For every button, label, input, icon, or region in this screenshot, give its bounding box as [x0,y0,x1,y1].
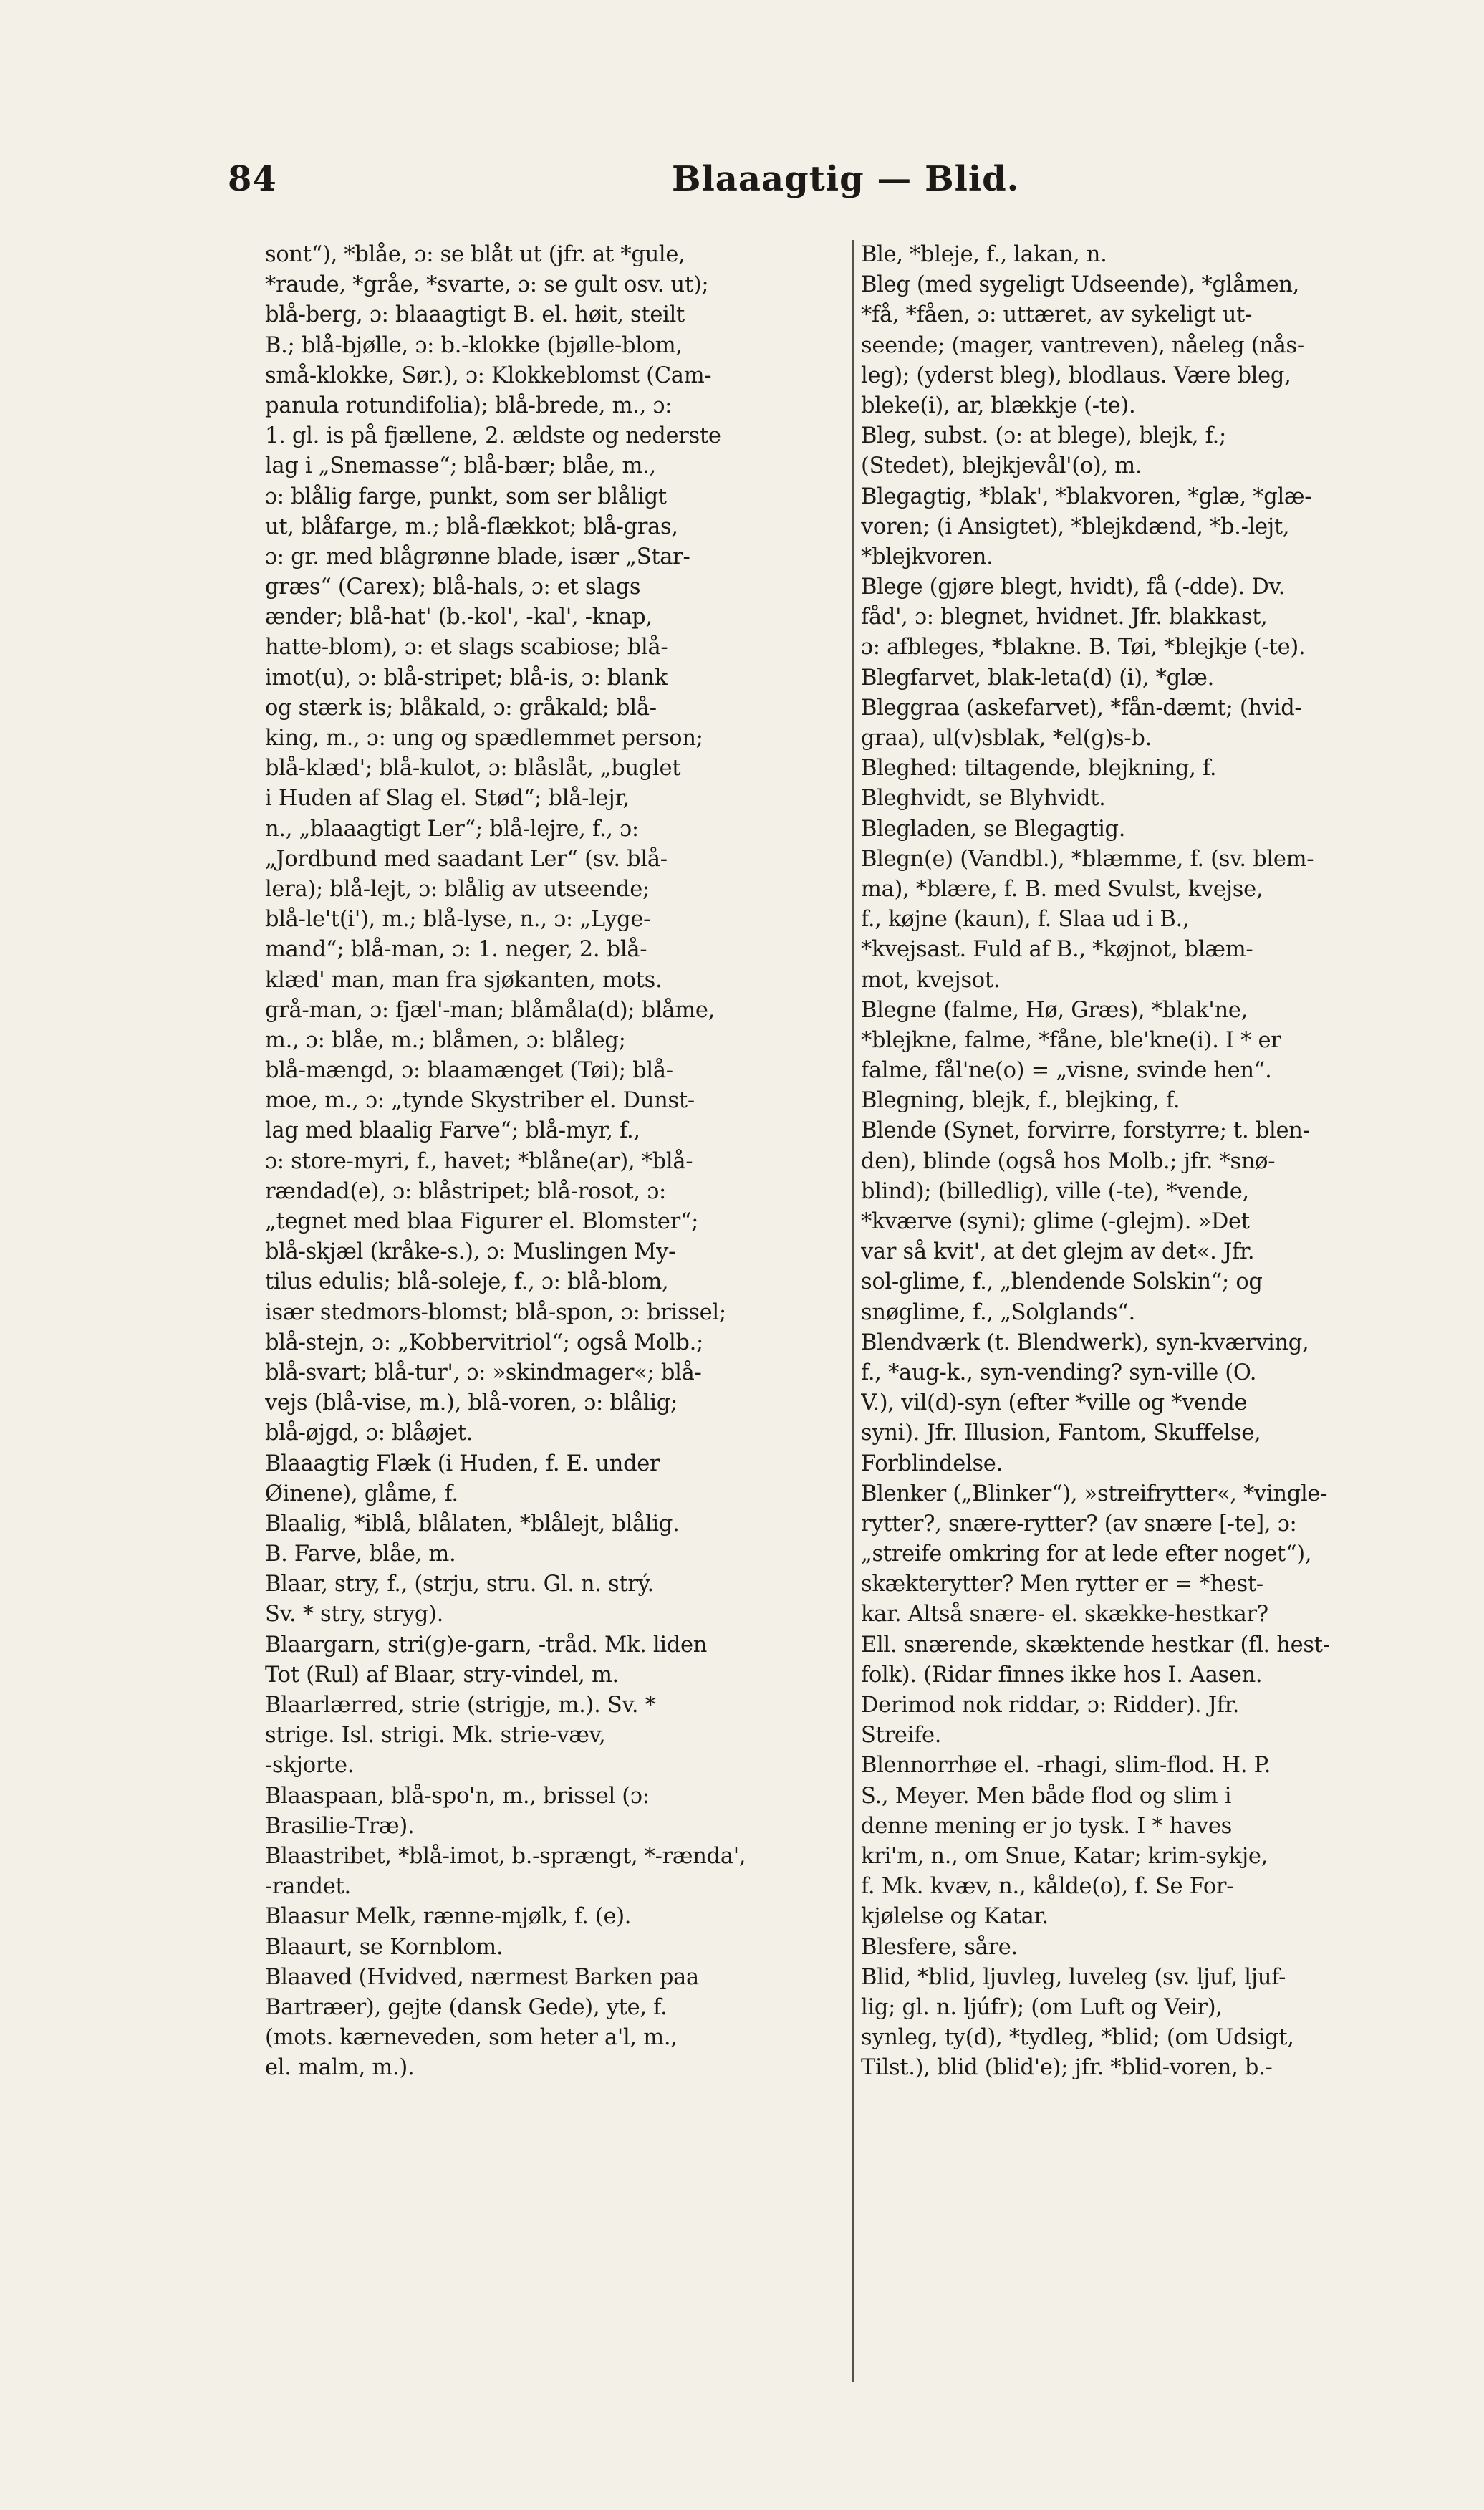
left-column-line: B.; blå-bjølle, ɔ: b.-klokke (bjølle-blom, [265,332,683,358]
right-column-line: kar. Altså snære- el. skække-hestkar? [861,1602,1268,1627]
left-column-line: -randet. [265,1874,351,1900]
left-column-line: Blaaved (Hvidved, nærmest Barken paa [265,1964,699,1990]
right-column-line: Blesfere, såre. [861,1934,1018,1960]
right-column-line: *blejkvoren. [861,544,993,569]
left-column-line: strige. Isl. strigi. Mk. strie-væv, [265,1723,606,1749]
left-column-line: og stærk is; blåkald, ɔ: gråkald; blå- [265,695,657,721]
left-column-line: -skjorte. [265,1753,355,1779]
right-column-line: falme, fål'ne(o) = „visne, svinde hen“. [861,1058,1272,1084]
right-column-line: V.), vil(d)-syn (efter *ville og *vende [861,1390,1248,1416]
left-column-line: moe, m., ɔ: „tynde Skystriber el. Dunst- [265,1088,695,1114]
right-column-line: Tilst.), blid (blid'e); jfr. *blid-voren, b.- [861,2055,1273,2081]
right-column-line: Blegn(e) (Vandbl.), *blæmme, f. (sv. blem- [861,846,1314,872]
right-column-line: fåd', ɔ: blegnet, hvidnet. Jfr. blakkast, [861,605,1268,630]
left-column-line: 1. gl. is på fjællene, 2. ældste og nederste [265,423,721,449]
left-column-line: blå-skjæl (kråke-s.), ɔ: Muslingen My- [265,1239,676,1265]
left-column-line: lera); blå-lejt, ɔ: blålig av utseende; [265,876,650,902]
page-number: 84 [228,159,277,199]
right-column-line: *få, *fåen, ɔ: uttæret, av sykeligt ut- [861,302,1253,328]
right-column-line: snøglime, f., „Solglands“. [861,1299,1135,1325]
right-column-line: kjølelse og Katar. [861,1904,1049,1930]
left-column-line: Blaaagtig Flæk (i Huden, f. E. under [265,1451,660,1476]
right-column-line: Blegning, blejk, f., blejking, f. [861,1088,1180,1114]
left-column-line: blå-le't(i'), m.; blå-lyse, n., ɔ: „Lyge- [265,907,651,933]
right-column-line: voren; (i Ansigtet), *blejkdænd, *b.-lejt, [861,514,1290,539]
right-column-line: rytter?, snære-rytter? (av snære [-te], ɔ: [861,1511,1297,1537]
right-column-line: var så kvit', at det glejm av det«. Jfr. [861,1239,1255,1265]
left-column-line: Tot (Rul) af Blaar, stry-vindel, m. [265,1662,619,1688]
left-column-line: rændad(e), ɔ: blåstripet; blå-rosot, ɔ: [265,1178,666,1204]
right-column-line: Blegladen, se Blegagtig. [861,816,1126,842]
right-column-line: den), blinde (også hos Molb.; jfr. *snø- [861,1148,1276,1174]
left-column-line: Blaar, stry, f., (strju, stru. Gl. n. strý. [265,1572,654,1597]
left-column-line: blå-svart; blå-tur', ɔ: »skindmager«; blå- [265,1360,702,1385]
left-column-line: n., „blaaagtigt Ler“; blå-lejre, f., ɔ: [265,816,639,842]
left-column-line: ɔ: blålig farge, punkt, som ser blåligt [265,484,667,509]
right-column-line: Blendværk (t. Blendwerk), syn-kværving, [861,1329,1309,1355]
left-column-line: vejs (blå-vise, m.), blå-voren, ɔ: blålig; [265,1390,678,1416]
right-column-line: ɔ: afbleges, *blakne. B. Tøi, *blejkje (-te). [861,635,1306,660]
right-column-line: synleg, ty(d), *tydleg, *blid; (om Udsigt, [861,2025,1294,2051]
right-column-line: lig; gl. n. ljúfr); (om Luft og Veir), [861,1994,1223,2020]
right-column-line: Blende (Synet, forvirre, forstyrre; t. blen- [861,1118,1310,1144]
left-column-line: Bartræer), gejte (dansk Gede), yte, f. [265,1994,668,2020]
right-column-line: blind); (billedlig), ville (-te), *vende, [861,1178,1249,1204]
right-column-line: Blegagtig, *blak', *blakvoren, *glæ, *glæ- [861,484,1312,509]
left-column-line: „tegnet med blaa Figurer el. Blomster“; [265,1209,699,1234]
left-column-line: Brasilie-Træ). [265,1813,415,1839]
right-column-line: syni). Jfr. Illusion, Fantom, Skuffelse, [861,1420,1261,1446]
column-divider [852,240,854,2382]
left-column-line: mand“; blå-man, ɔ: 1. neger, 2. blå- [265,937,647,963]
left-column-line: ut, blåfarge, m.; blå-flækkot; blå-gras, [265,514,678,539]
right-column-line: Blenker („Blinker“), »streifrytter«, *vingle- [861,1481,1328,1506]
left-column-line: blå-berg, ɔ: blaaagtigt B. el. høit, steilt [265,302,685,328]
right-column-line: Blegne (falme, Hø, Græs), *blak'ne, [861,997,1248,1023]
left-column-line: blå-mængd, ɔ: blaamænget (Tøi); blå- [265,1058,673,1084]
left-column-line: lag med blaalig Farve“; blå-myr, f., [265,1118,640,1144]
left-column-line: Blaaspaan, blå-spo'n, m., brissel (ɔ: [265,1783,650,1809]
left-column-line: klæd' man, man fra sjøkanten, mots. [265,967,662,993]
left-column-line: imot(u), ɔ: blå-stripet; blå-is, ɔ: blank [265,665,668,691]
right-column-line: Blegfarvet, blak-leta(d) (i), *glæ. [861,665,1215,691]
right-column-line: graa), ul(v)sblak, *el(g)s-b. [861,726,1152,751]
left-column-line: hatte-blom), ɔ: et slags scabiose; blå- [265,635,668,660]
right-column-line: Blege (gjøre blegt, hvidt), få (-dde). Dv. [861,574,1286,600]
left-column-line: i Huden af Slag el. Stød“; blå-lejr, [265,786,630,812]
right-column-line: Streife. [861,1723,942,1749]
left-column-line: (mots. kærneveden, som heter a'l, m., [265,2025,678,2051]
page-header [228,159,1302,209]
right-column-line: ma), *blære, f. B. med Svulst, kvejse, [861,876,1263,902]
left-column [265,240,845,2083]
left-column-line: panula rotundifolia); blå-brede, m., ɔ: [265,393,673,418]
right-column-line: Blid, *blid, ljuvleg, luveleg (sv. ljuf, ljuf- [861,1964,1286,1990]
right-column-line: Bleg, subst. (ɔ: at blege), blejk, f.; [861,423,1226,449]
left-column-line: små-klokke, Sør.), ɔ: Klokkeblomst (Cam- [265,362,712,388]
right-column-line: mot, kvejsot. [861,967,1001,993]
left-column-line: Blaarlærred, strie (strigje, m.). Sv. * [265,1693,656,1718]
right-column-line: Bleg (med sygeligt Udseende), *glåmen, [861,272,1300,298]
right-column-line: folk). (Ridar finnes ikke hos I. Aasen. [861,1662,1263,1688]
left-column-line: B. Farve, blåe, m. [265,1542,456,1567]
right-column-line: Forblindelse. [861,1451,1003,1476]
left-column-line: Blaastribet, *blå-imot, b.-sprængt, *-rænda', [265,1843,746,1869]
left-column-line: „Jordbund med saadant Ler“ (sv. blå- [265,846,668,872]
right-column-line: bleke(i), ar, blækkje (-te). [861,393,1136,418]
left-column-line: lag i „Snemasse“; blå-bær; blåe, m., [265,453,656,479]
left-column-line: Blaasur Melk, rænne-mjølk, f. (e). [265,1904,632,1930]
right-column-line: sol-glime, f., „blendende Solskin“; og [861,1269,1263,1295]
right-column-line: *kværve (syni); glime (-glejm). »Det [861,1209,1250,1234]
right-column-line: Bleghvidt, se Blyhvidt. [861,786,1106,812]
left-column-line: grå-man, ɔ: fjæl'-man; blåmåla(d); blåme, [265,997,715,1023]
left-column-line: Blaalig, *iblå, blålaten, *blålejt, blålig. [265,1511,680,1537]
left-column-line: Blaargarn, stri(g)e-garn, -tråd. Mk. liden [265,1632,708,1658]
left-column-line: Øinene), glåme, f. [265,1481,458,1506]
right-column-line: f. Mk. kvæv, n., kålde(o), f. Se For- [861,1874,1234,1900]
right-column-line: „streife omkring for at lede efter noget“), [861,1542,1312,1567]
left-column-line: m., ɔ: blåe, m.; blåmen, ɔ: blåleg; [265,1027,626,1053]
right-column [861,240,1481,2083]
left-column-line: græs“ (Carex); blå-hals, ɔ: et slags [265,574,641,600]
right-column-line: Blennorrhøe el. -rhagi, slim-flod. H. P. [861,1753,1271,1779]
left-column-line: el. malm, m.). [265,2055,415,2081]
left-column-line: ænder; blå-hat' (b.-kol', -kal', -knap, [265,605,652,630]
right-column-line: skækterytter? Men rytter er = *hest- [861,1572,1263,1597]
left-column-line: ɔ: store-myri, f., havet; *blåne(ar), *blå- [265,1148,693,1174]
left-column-line: blå-klæd'; blå-kulot, ɔ: blåslåt, „buglet [265,756,681,782]
left-column-line: blå-stejn, ɔ: „Kobbervitriol“; også Molb.; [265,1329,703,1355]
left-column-line: Blaaurt, se Kornblom. [265,1934,504,1960]
right-column-line: *kvejsast. Fuld af B., *køjnot, blæm- [861,937,1253,963]
left-column-line: sont“), *blåe, ɔ: se blåt ut (jfr. at *gule, [265,242,685,267]
right-column-line: S., Meyer. Men både flod og slim i [861,1783,1232,1809]
left-column-line: især stedmors-blomst; blå-spon, ɔ: brissel; [265,1299,726,1325]
right-column-line: Ell. snærende, skæktende hestkar (fl. hest- [861,1632,1330,1658]
running-head: Blaaagtig — Blid. [672,159,1020,199]
right-column-line: kri'm, n., om Snue, Katar; krim-sykje, [861,1843,1268,1869]
right-column-line: f., *aug-k., syn-vending? syn-ville (O. [861,1360,1257,1385]
right-column-line: *blejkne, falme, *fåne, ble'kne(i). I * er [861,1027,1281,1053]
left-column-line: tilus edulis; blå-soleje, f., ɔ: blå-blom, [265,1269,669,1295]
left-column-line: king, m., ɔ: ung og spædlemmet person; [265,726,703,751]
right-column-line: Ble, *bleje, f., lakan, n. [861,242,1107,267]
right-column-line: denne mening er jo tysk. I * haves [861,1813,1232,1839]
right-column-line: Bleghed: tiltagende, blejkning, f. [861,756,1217,782]
right-column-line: Bleggraa (askefarvet), *fån-dæmt; (hvid- [861,695,1302,721]
right-column-line: leg); (yderst bleg), blodlaus. Være bleg, [861,362,1291,388]
right-column-line: Derimod nok riddar, ɔ: Ridder). Jfr. [861,1693,1240,1718]
right-column-line: f., køjne (kaun), f. Slaa ud i B., [861,907,1190,933]
left-column-line: ɔ: gr. med blågrønne blade, især „Star- [265,544,690,569]
left-column-line: blå-øjgd, ɔ: blåøjet. [265,1420,473,1446]
right-column-line: seende; (mager, vantreven), nåeleg (nås- [861,332,1304,358]
left-column-line: Sv. * stry, stryg). [265,1602,444,1627]
left-column-line: *raude, *gråe, *svarte, ɔ: se gult osv. ut); [265,272,709,298]
right-column-line: (Stedet), blejkjevål'(o), m. [861,453,1142,479]
